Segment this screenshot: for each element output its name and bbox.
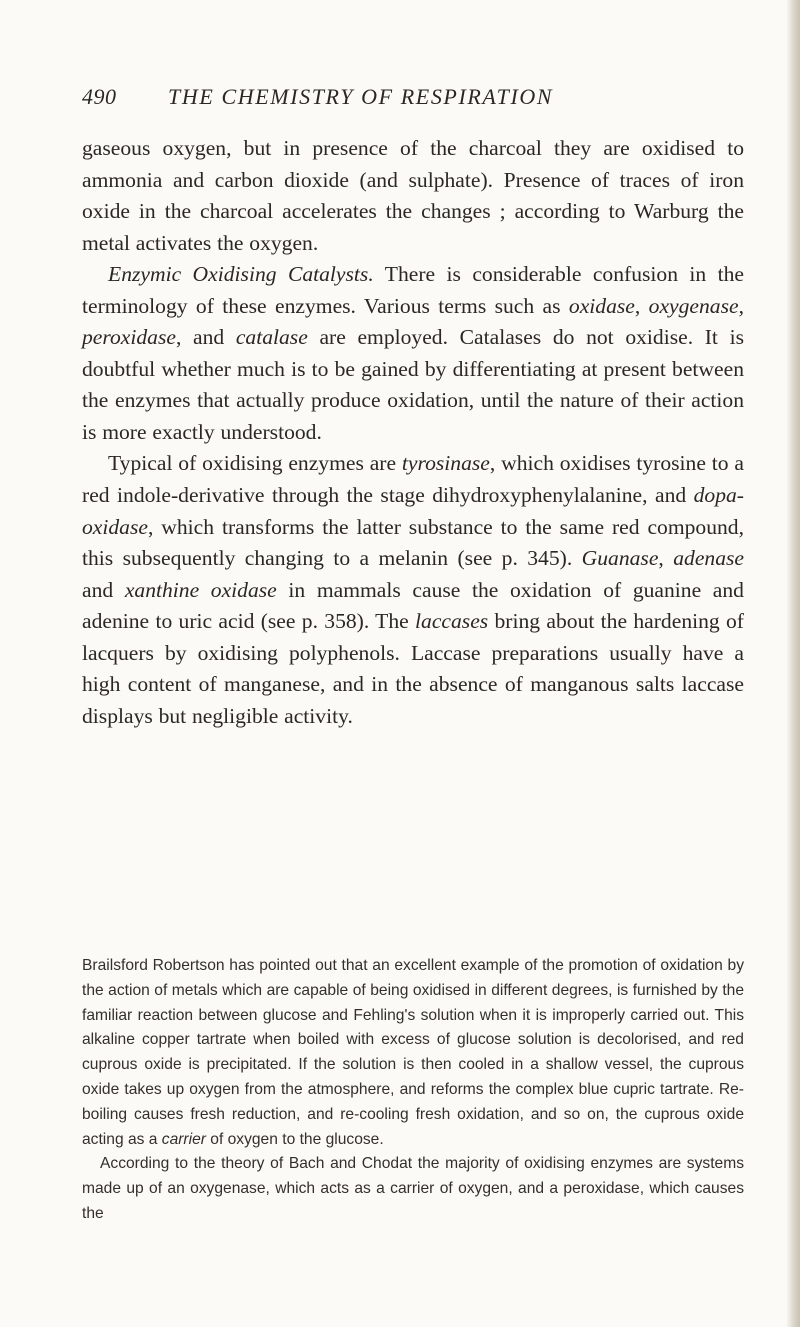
term-oxygenase: oxygenase [648, 293, 739, 318]
term-xanthine-oxidase: xanthine oxidase [124, 577, 277, 602]
paragraph-typical-enzymes: Typical of oxidising enzymes are tyrosinase, which oxidises tyrosine to a red indole-derivative through the stage dihydroxyphenylalanine, and dopa-oxidase, which transforms the latter substance to the same red compound, this subsequently changing to a melanin (see p. 345). Guanase, adenase and xanthine oxidase in mammals cause the oxidation of guanine and adenine to uric acid (see p. 358). The laccases bring about the hardening of lacquers by oxidising polyphenols. Laccase preparations usually have a high content of manganese, and in the absence of manganous salts laccase displays but negligible activity. [82, 451, 744, 728]
term-oxidase: oxidase [568, 293, 635, 318]
small-print-notes [82, 954, 744, 1227]
term-carrier: carrier [161, 1130, 206, 1148]
page-edge-shadow [786, 0, 800, 1327]
term-dopa-oxidase: dopa-oxidase [82, 483, 744, 539]
note-brailsford-robertson: Brailsford Robertson has pointed out that an excellent example of the promotion of oxidation by the action of metals which are capable of being oxidised in different degrees, is furnished by the familiar reaction between glucose and Fehling's solution when it is improperly carried out. This alkaline copper tartrate when boiled with excess of glucose solution is decolorised, and red cuprous oxide is precipitated. If the solution is then cooled in a shallow vessel, the cuprous oxide takes up oxygen from the atmosphere, and reforms the complex blue cupric tartrate. Re-boiling causes fresh reduction, and re-cooling fresh oxidation, and so on, the cuprous oxide acting as a carrier of oxygen to the glucose. [82, 957, 744, 1148]
note-bach-chodat: According to the theory of Bach and Chodat the majority of oxidising enzymes are systems made up of an oxygenase, which acts as a carrier of oxygen, and a peroxidase, which causes the [82, 1155, 744, 1222]
term-adenase: adenase [673, 546, 744, 571]
running-title: THE CHEMISTRY OF RESPIRATION [168, 84, 554, 109]
paragraph-continuation: gaseous oxygen, but in presence of the charcoal they are oxidised to ammonia and carbon dioxide (and sulphate). Presence of traces of iron oxide in the charcoal accelerates the changes ; according to Warburg the metal activates the oxygen. [82, 136, 744, 255]
term-peroxidase: peroxidase [82, 325, 176, 350]
term-catalase: catalase [235, 325, 308, 350]
section-run-in-heading: Enzymic Oxidising Catalysts. [108, 262, 374, 287]
page-number: 490 [82, 84, 117, 109]
paragraph-enzymic-catalysts: Enzymic Oxidising Catalysts. There is considerable confusion in the terminology of these enzymes. Various terms such as oxidase, oxygenase, peroxidase, and catalase are employed. Catalases do not oxidise. It is doubtful whether much is to be gained by differentiating at present between the enzymes that actually produce oxidation, until the nature of their action is more exactly understood. [82, 262, 744, 444]
term-guanase: Guanase [581, 546, 659, 571]
term-tyrosinase: tyrosinase [401, 451, 490, 476]
term-laccases: laccases [415, 609, 489, 634]
main-text [82, 133, 744, 732]
running-head [82, 84, 742, 116]
